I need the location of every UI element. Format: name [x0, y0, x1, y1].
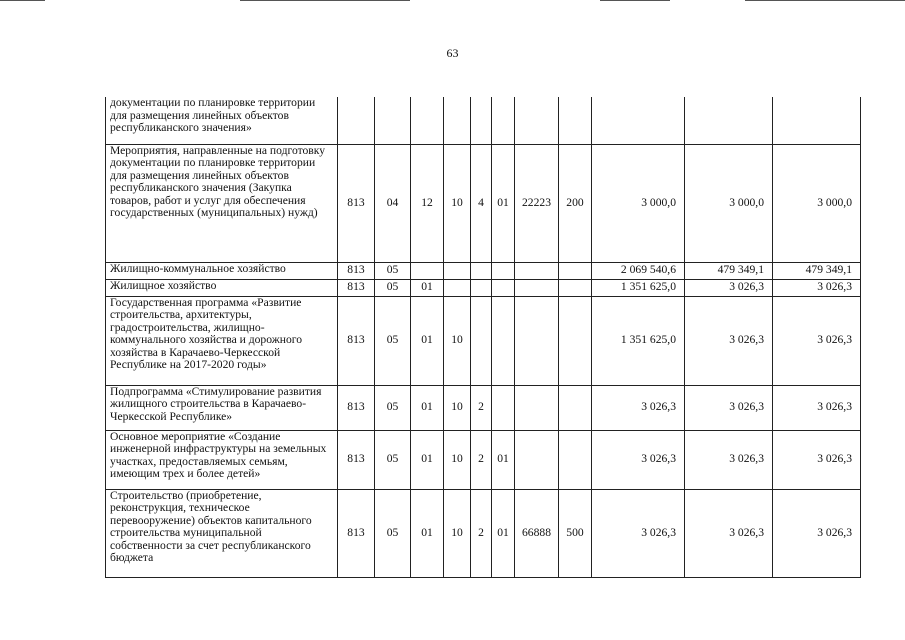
cell-rz: 05: [375, 430, 411, 489]
cell-vr: 200: [559, 144, 592, 262]
table-row: [106, 296, 861, 385]
cell-sum-1: 3 026,3: [592, 385, 685, 430]
cell-csr-direction: [515, 430, 559, 489]
cell-csr-direction: [515, 296, 559, 385]
cell-csr-program: 10: [444, 489, 471, 577]
cell-sum-2: 3 026,3: [685, 385, 773, 430]
cell-csr-direction: 22223: [515, 144, 559, 262]
table-row: [106, 97, 861, 144]
cell-ved: 813: [338, 144, 375, 262]
cell-csr-direction: [515, 385, 559, 430]
scan-top-line-mid: [240, 0, 410, 1]
cell-csr-direction: [515, 262, 559, 279]
cell-csr-event: [492, 279, 515, 296]
cell-csr-subprogram: [471, 279, 492, 296]
cell-ved: [338, 97, 375, 144]
cell-sum-3: 3 026,3: [773, 430, 861, 489]
cell-csr-event: 01: [492, 144, 515, 262]
cell-ved: 813: [338, 430, 375, 489]
cell-csr-direction: 66888: [515, 489, 559, 577]
cell-csr-subprogram: 2: [471, 385, 492, 430]
table-row: [106, 385, 861, 430]
cell-rz: [375, 97, 411, 144]
cell-sum-1: [592, 97, 685, 144]
cell-ved: 813: [338, 279, 375, 296]
cell-ved: 813: [338, 262, 375, 279]
cell-sum-3: 3 000,0: [773, 144, 861, 262]
cell-rz: 05: [375, 489, 411, 577]
cell-csr-subprogram: [471, 97, 492, 144]
cell-csr-event: [492, 385, 515, 430]
table-row: [106, 430, 861, 489]
cell-pr: 12: [411, 144, 444, 262]
cell-ved: 813: [338, 489, 375, 577]
cell-vr: [559, 296, 592, 385]
cell-rz: 05: [375, 296, 411, 385]
row-name: Государственная программа «Развитие строительства, архитектуры, градостроительства, жилищно-коммунального хозяйства и дорожного хозяйства в Карачаево-Черкесской Республике на 2017-2020 годы»: [106, 296, 338, 385]
cell-vr: 500: [559, 489, 592, 577]
cell-sum-2: 479 349,1: [685, 262, 773, 279]
cell-pr: 01: [411, 489, 444, 577]
cell-sum-3: 3 026,3: [773, 296, 861, 385]
page-number: 63: [446, 46, 459, 60]
cell-csr-subprogram: 2: [471, 430, 492, 489]
row-name: Жилищное хозяйство: [106, 279, 338, 296]
cell-csr-event: 01: [492, 489, 515, 577]
table-row: [106, 279, 861, 296]
cell-sum-2: 3 026,3: [685, 489, 773, 577]
cell-csr-subprogram: [471, 296, 492, 385]
cell-sum-1: 1 351 625,0: [592, 279, 685, 296]
cell-vr: [559, 430, 592, 489]
cell-csr-program: [444, 262, 471, 279]
cell-rz: 05: [375, 279, 411, 296]
cell-sum-1: 3 000,0: [592, 144, 685, 262]
cell-sum-2: 3 026,3: [685, 296, 773, 385]
cell-pr: [411, 262, 444, 279]
cell-sum-2: 3 026,3: [685, 430, 773, 489]
cell-sum-2: 3 000,0: [685, 144, 773, 262]
cell-sum-1: 1 351 625,0: [592, 296, 685, 385]
cell-sum-2: 3 026,3: [685, 279, 773, 296]
scan-top-line-far-right: [745, 0, 905, 1]
cell-sum-1: 2 069 540,6: [592, 262, 685, 279]
cell-sum-2: [685, 97, 773, 144]
cell-vr: [559, 262, 592, 279]
cell-sum-1: 3 026,3: [592, 489, 685, 577]
cell-csr-event: [492, 262, 515, 279]
scan-top-line-right: [600, 0, 670, 1]
cell-pr: 01: [411, 296, 444, 385]
cell-csr-program: 10: [444, 385, 471, 430]
row-name: Жилищно-коммунальное хозяйство: [106, 262, 338, 279]
cell-pr: 01: [411, 279, 444, 296]
cell-csr-program: [444, 279, 471, 296]
cell-csr-event: 01: [492, 430, 515, 489]
cell-csr-subprogram: [471, 262, 492, 279]
cell-rz: 05: [375, 262, 411, 279]
cell-vr: [559, 385, 592, 430]
cell-csr-program: [444, 97, 471, 144]
table-row: [106, 489, 861, 577]
cell-ved: 813: [338, 385, 375, 430]
cell-vr: [559, 279, 592, 296]
cell-ved: 813: [338, 296, 375, 385]
cell-rz: 04: [375, 144, 411, 262]
cell-csr-subprogram: 4: [471, 144, 492, 262]
cell-csr-direction: [515, 279, 559, 296]
scan-top-line-left: [0, 0, 45, 1]
cell-pr: 01: [411, 430, 444, 489]
cell-csr-program: 10: [444, 430, 471, 489]
row-name: Подпрограмма «Стимулирование развития жилищного строительства в Карачаево-Черкесской Республике»: [106, 385, 338, 430]
cell-csr-program: 10: [444, 296, 471, 385]
cell-csr-direction: [515, 97, 559, 144]
cell-sum-3: 479 349,1: [773, 262, 861, 279]
row-name: Строительство (приобретение, реконструкция, техническое перевооружение) объектов капитального строительства муниципальной собственности за счет республиканского бюджета: [106, 489, 338, 577]
row-name: Основное мероприятие «Создание инженерной инфраструктуры на земельных участках, предоставляемых семьям, имеющим трех и более детей»: [106, 430, 338, 489]
cell-csr-program: 10: [444, 144, 471, 262]
cell-rz: 05: [375, 385, 411, 430]
cell-sum-3: 3 026,3: [773, 489, 861, 577]
cell-sum-3: 3 026,3: [773, 385, 861, 430]
table-row: [106, 144, 861, 262]
cell-vr: [559, 97, 592, 144]
cell-pr: 01: [411, 385, 444, 430]
row-name: документации по планировке территории для размещения линейных объектов республиканского значения»: [106, 97, 338, 144]
cell-pr: [411, 97, 444, 144]
cell-csr-subprogram: 2: [471, 489, 492, 577]
budget-table: [105, 97, 861, 578]
cell-csr-event: [492, 97, 515, 144]
cell-sum-3: 3 026,3: [773, 279, 861, 296]
row-name: Мероприятия, направленные на подготовку документации по планировке территории для размещения линейных объектов республиканского значения (Закупка товаров, работ и услуг для обеспечения государственных (муниципальных) нужд): [106, 144, 338, 262]
cell-sum-1: 3 026,3: [592, 430, 685, 489]
cell-sum-3: [773, 97, 861, 144]
table-row: [106, 262, 861, 279]
cell-csr-event: [492, 296, 515, 385]
